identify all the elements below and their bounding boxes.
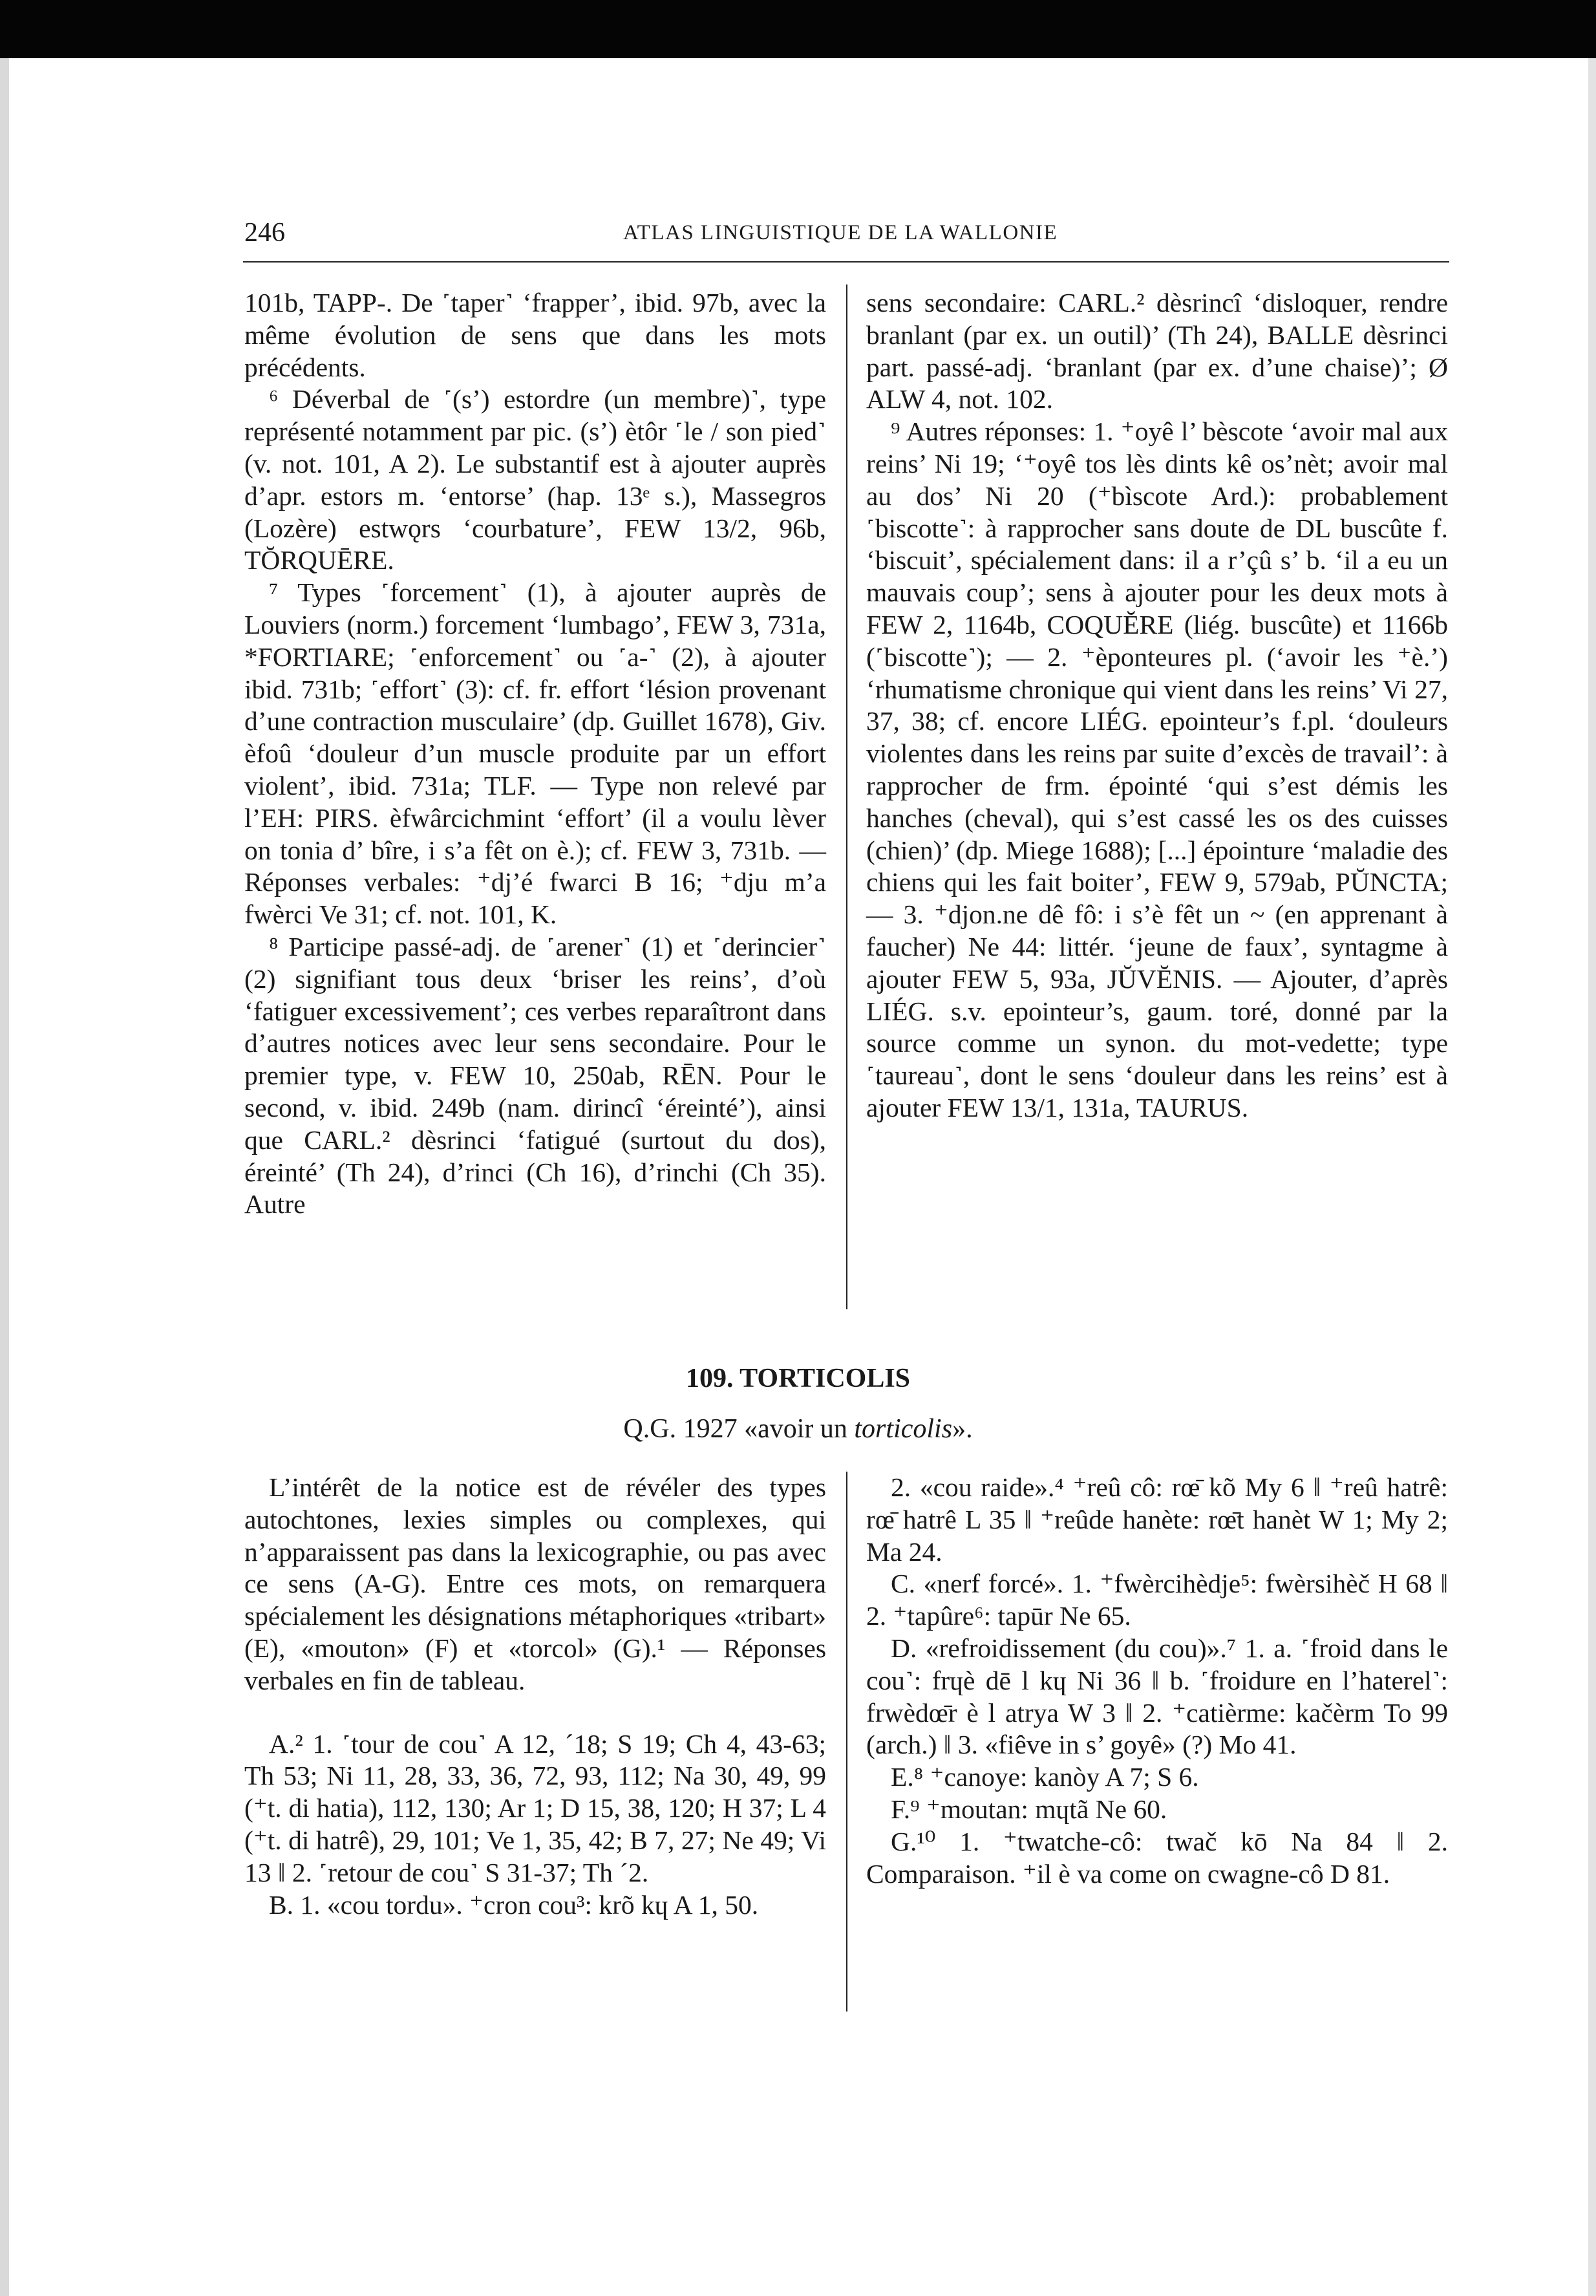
column-divider	[846, 1472, 847, 2012]
note-6: ⁶ Déverbal de ˹(s’) estordre (un membre)˺, type représenté notamment par pic. (s’) ètôr ˹le / son pied˺ (v. not. 101, A 2). Le substantif est à ajouter auprès d’apr. estors m. ‘entorse’ (hap. 13ᵉ s.), Massegros (Lozère) estwǫrs ‘courbature’, FEW 13/2, 96b, TŎRQUĒRE.	[244, 384, 826, 575]
entry-d: D. «refroidissement (du cou)».⁷ 1. a. ˹froid dans le cou˺: frɥè dē l kɥ Ni 36 ‖ b. ˹froidure en l’haterel˺: frwèdœ̄r è l atrya W 3 ‖ 2. ⁺catièrme: kačèrm To 99 (arch.) ‖ 3. «fiêve in s’ goyê» (?) Mo 41.	[866, 1633, 1448, 1760]
entry-b: B. 1. «cou tordu». ⁺cron cou³: krõ kɥ A 1, 50.	[269, 1889, 759, 1920]
scan-top-border	[0, 0, 1596, 58]
scan-left-edge	[0, 58, 9, 2296]
note-7: ⁷ Types ˹forcement˺ (1), à ajouter auprès de Louviers (norm.) forcement ‘lumbago’, FEW 3, 731a, *FORTIARE; ˹enforcement˺ ou ˹a-˺ (2), à ajouter ibid. 731b; ˹effort˺ (3): cf. fr. effort ‘lésion provenant d’une contraction musculaire’ (dp. Guillet 1678), Giv. èfoû ‘douleur d’un muscle produite par un effort violent’, ibid. 731a; TLF. — Type non relevé par l’EH: PIRS. èfwârcichmint ‘effort’ (il a voulu lèver on tonia d’ bîre, i s’a fêt on è.); cf. FEW 3, 731b. — Réponses verbales: ⁺dj’é fwarci B 16; ⁺dju m’a fwèrci Ve 31; cf. not. 101, K.	[244, 577, 826, 930]
section-subtitle	[0, 1413, 1596, 1444]
page-number: 246	[244, 218, 285, 248]
intro-paragraph: L’intérêt de la notice est de révéler des types autochtones, lexies simples ou complexes, qui n’apparaissent pas dans la lexicographie, ou pas avec ce sens (A-G). Entre ces mots, on remarquera spécialement les désignations métaphoriques «tribart» (E), «mouton» (F) et «torcol» (G).¹ — Réponses verbales en fin de tableau.	[244, 1472, 826, 1695]
scan-right-edge	[1588, 58, 1596, 2296]
notes-column-right	[866, 287, 1448, 1124]
entry-g: G.¹⁰ 1. ⁺twatche-cô: twač kō Na 84 ‖ 2. Comparaison. ⁺il è va come on cwagne-cô D 81.	[866, 1826, 1448, 1889]
entry-column-left	[244, 1472, 826, 1921]
entry-f: F.⁹ ⁺moutan: mɥtã Ne 60.	[891, 1794, 1167, 1824]
note-9: ⁹ Autres réponses: 1. ⁺oyê l’ bèscote ‘avoir mal aux reins’ Ni 19; ‘⁺oyê tos lès dints kê os’nèt; avoir mal au dos’ Ni 20 (⁺bìscote Ard.): probablement ˹biscotte˺: à rapprocher sans doute de DL buscûte f. ‘biscuit’, spécialement dans: il a r’çû s’ b. ‘il a eu un mauvais coup’; sens à ajouter pour les deux mots à FEW 2, 1164b, COQUĔRE (liég. buscûte) et 1166b (˹biscotte˺); — 2. ⁺èponteures pl. (‘avoir les ⁺è.’) ‘rhumatisme chronique qui vient dans les reins’ Vi 27, 37, 38; cf. encore LIÉG. epointeur’s f.pl. ‘douleurs violentes dans les reins par suite d’excès de travail’: à rapprocher de frm. épointé ‘qui s’est démis les hanches (cheval), qui s’est cassé les os des cuisses (chien)’ (dp. Miege 1688); [...] épointure ‘maladie des chiens qui les fait boiter’, FEW 9, 579ab, PŬNCTA; — 3. ⁺djon.ne dê fô: i s’è fêt un ~ (en apprenant à faucher) Ne 44: littér. ‘jeune de faux’, syntagme à ajouter FEW 5, 93a, JŬVĔNIS. — Ajouter, d’après LIÉG. s.v. epointeur’s, gaum. toré, donné par la source comme un synon. du mot-vedette; type ˹taureau˺, dont le sens ‘douleur dans les reins’ est à ajouter FEW 13/1, 131a, TAURUS.	[866, 416, 1448, 1122]
column-divider	[846, 284, 847, 1309]
section-title: 109. TORTICOLIS	[685, 1364, 911, 1393]
subtitle-suffix: ».	[952, 1414, 973, 1444]
header-rule	[243, 261, 1449, 263]
entry-a: A.² 1. ˹tour de cou˺ A 12, ´18; S 19; Ch 4, 43-63; Th 53; Ni 11, 28, 33, 36, 72, 93, 112; Na 30, 49, 99 (⁺t. di hatia), 112, 130; Ar 1; D 15, 38, 120; H 37; L 4 (⁺t. di hatrê), 29, 101; Ve 1, 35, 42; B 7, 27; Ne 49; Vi 13 ‖ 2. ˹retour de cou˺ S 31-37; Th ´2.	[244, 1728, 826, 1887]
entry-column-right	[866, 1472, 1448, 1890]
entry-c: C. «nerf forcé». 1. ⁺fwèrcihèdje⁵: fwèrsihèč H 68 ‖ 2. ⁺tapûre⁶: tapūr Ne 65.	[866, 1569, 1448, 1631]
entry-b2: 2. «cou raide».⁴ ⁺reû cô: rœ̄ kõ My 6 ‖ ⁺reû hatrê: rœ̄ hatrê L 35 ‖ ⁺reûde hanète: rœ̄t hanèt W 1; My 2; Ma 24.	[866, 1472, 1448, 1567]
note-8: ⁸ Participe passé-adj. de ˹arener˺ (1) et ˹derincier˺ (2) signifiant tous deux ‘briser les reins’, d’où ‘fatiguer excessivement’; ces verbes reparaîtront dans d’autres notices avec leur sens secondaire. Pour le premier type, v. FEW 10, 250ab, RĒN. Pour le second, v. ibid. 249b (nam. dirincî ‘éreinté’), ainsi que CARL.² dèsrinci ‘fatigué (surtout du dos), éreinté’ (Th 24), d’rinci (Ch 16), d’rinchi (Ch 35). Autre	[244, 931, 826, 1219]
notes-column-left	[244, 287, 826, 1221]
subtitle-italic: torticolis	[854, 1414, 953, 1444]
subtitle-prefix: Q.G. 1927 «avoir un	[623, 1414, 855, 1444]
note-paragraph: 101b, TAPP-. De ˹taper˺ ‘frapper’, ibid. 97b, avec la même évolution de sens que dans les mots précédents.	[244, 288, 826, 382]
entry-e: E.⁸ ⁺canoye: kanòy A 7; S 6.	[891, 1762, 1199, 1792]
note-paragraph: sens secondaire: CARL.² dèsrincî ‘disloquer, rendre branlant (par ex. un outil)’ (Th 24), BALLE dèsrinci part. passé-adj. ‘branlant (par ex. d’une chaise)’; Ø ALW 4, not. 102.	[866, 288, 1448, 414]
running-title: ATLAS LINGUISTIQUE DE LA WALLONIE	[623, 221, 1058, 244]
